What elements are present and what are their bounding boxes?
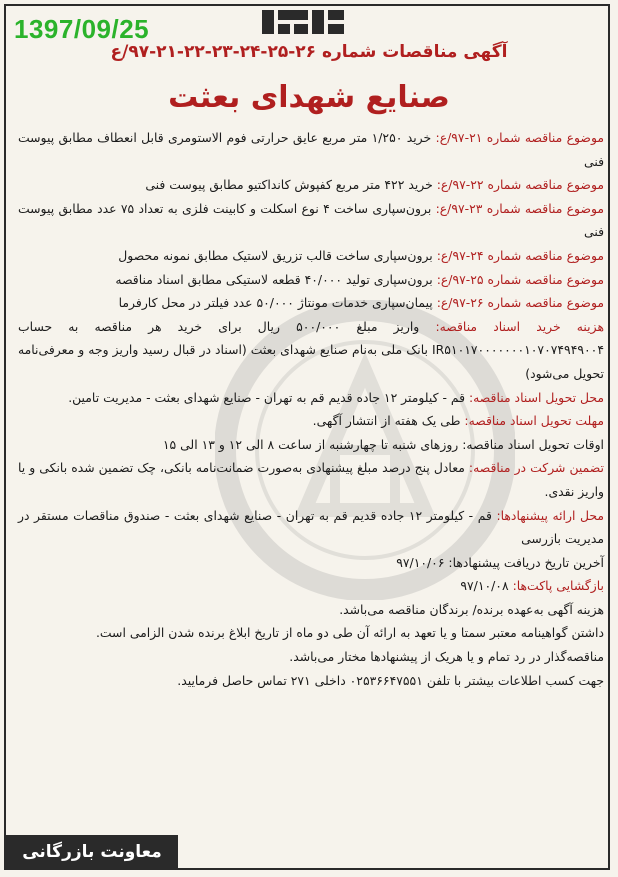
- item-label: بازگشایی پاکت‌ها:: [512, 578, 604, 594]
- item-text: طی یک هفته از انتشار آگهی.: [312, 413, 465, 429]
- item-text: قم - کیلومتر ۱۲ جاده قدیم قم به تهران - صنایع شهدای بعثت - مدیریت تامین.: [68, 389, 469, 405]
- item-text: خرید ۴۲۲ متر مربع کفپوش کانداکتیو مطابق پیوست فنی: [145, 177, 437, 193]
- item-text: مناقصه‌گذار در رد تمام و یا هریک از پیشنهادها مختار می‌باشد.: [289, 649, 604, 665]
- document-delivery-deadline: [18, 409, 604, 433]
- participation-guarantee: [18, 456, 604, 503]
- item-label: موضوع مناقصه شماره ۲۴-۹۷/ع:: [436, 247, 604, 263]
- item-label: محل ارائه پیشنهادها:: [496, 507, 604, 523]
- item-text: داشتن گواهینامه معتبر سمتا و یا تعهد به ارائه آن طی دو ماه از تاریخ ابلاغ برنده شدن الزامی است.: [95, 625, 604, 641]
- proposal-submission-place: [18, 504, 604, 551]
- tender-item-21: [18, 126, 604, 173]
- item-label: تضمین شرکت در مناقصه:: [468, 460, 604, 476]
- document-delivery-place: [18, 386, 604, 410]
- item-label: موضوع مناقصه شماره ۲۳-۹۷/ع:: [435, 200, 605, 216]
- footer-department: معاونت بازرگانی: [6, 835, 178, 869]
- item-text: اوقات تحویل اسناد مناقصه: روزهای شنبه تا چهارشنبه از ساعت ۸ الی ۱۲ و ۱۳ الی ۱۵: [162, 436, 604, 452]
- item-label: موضوع مناقصه شماره ۲۵-۹۷/ع:: [436, 271, 604, 287]
- tender-item-22: [18, 173, 604, 197]
- rejection-right: [18, 645, 604, 669]
- company-logo-icon: [258, 8, 348, 36]
- item-label: موضوع مناقصه شماره ۲۱-۹۷/ع:: [435, 130, 604, 145]
- item-text: برون‌سپاری ساخت ۴ نوع اسکلت و کابینت فلزی به تعداد ۷۵ عدد مطابق پیوست فنی: [18, 200, 604, 240]
- tender-item-24: [18, 244, 604, 268]
- item-text: ۹۷/۱۰/۰۸: [460, 578, 513, 594]
- item-label: موضوع مناقصه شماره ۲۲-۹۷/ع:: [436, 177, 604, 193]
- tender-item-25: [18, 268, 604, 292]
- delivery-hours: [18, 433, 604, 457]
- item-label: هزینه خرید اسناد مناقصه:: [435, 318, 604, 334]
- date-stamp: 1397/09/25: [14, 14, 150, 44]
- envelope-opening: [18, 574, 604, 598]
- tender-body: [18, 126, 604, 692]
- proposal-deadline: [18, 551, 604, 575]
- item-text: برون‌سپاری ساخت قالب تزریق لاستیک مطابق نمونه محصول: [118, 247, 437, 263]
- item-text: پیمان‌سپاری خدمات مونتاژ ۵۰/۰۰۰ عدد فیلتر در محل کارفرما: [118, 295, 437, 311]
- tender-item-26: [18, 291, 604, 315]
- item-text: جهت کسب اطلاعات بیشتر با تلفن ۰۲۵۳۶۶۴۷۵۵۱ داخلی ۲۷۱ تماس حاصل فرمایید.: [177, 672, 604, 688]
- item-label: محل تحویل اسناد مناقصه:: [468, 389, 604, 405]
- item-text: هزینه آگهی به‌عهده برنده/ برندگان مناقصه می‌باشد.: [339, 601, 604, 617]
- company-name: صنایع شهدای بعثت: [168, 80, 450, 115]
- item-text: واریز مبلغ ۵۰۰/۰۰۰ ریال برای خرید هر مناقصه به حساب IR۵۱۰۱۷۰۰۰۰۰۰۰۱۰۷۰۷۴۹۴۹۰۰۴ بانک ملی به‌نام صنایع شهدای بعثت (اسناد در قبال رسید واریز وجه و معرفی‌نامه تحویل می‌شود): [18, 318, 604, 381]
- document-fee: [18, 315, 604, 386]
- item-text: قم - کیلومتر ۱۲ جاده قدیم قم به تهران - صنایع شهدای بعثت - صندوق مناقصات مستقر در مدیریت بازرسی: [18, 507, 604, 547]
- certificate-requirement: [18, 621, 604, 645]
- tender-item-23: [18, 197, 604, 244]
- contact-info: [18, 669, 604, 693]
- item-text: برون‌سپاری تولید ۴۰/۰۰۰ قطعه لاستیکی مطابق اسناد مناقصه: [115, 271, 437, 287]
- item-text: خرید ۱/۲۵۰ متر مربع عایق حرارتی فوم الاستومری قابل انعطاف مطابق پیوست فنی: [18, 130, 604, 169]
- item-label: مهلت تحویل اسناد مناقصه:: [464, 413, 604, 429]
- tender-title: آگهی مناقصات شماره ۲۶-۲۵-۲۴-۲۳-۲۲-۲۱-۹۷/ع: [110, 42, 508, 62]
- item-text: آخرین تاریخ دریافت پیشنهادها: ۹۷/۱۰/۰۶: [396, 554, 604, 570]
- item-text: معادل پنج درصد مبلغ پیشنهادی به‌صورت ضمانت‌نامه بانکی، چک تضمین شده بانکی و یا واریز نقدی.: [18, 460, 604, 499]
- item-label: موضوع مناقصه شماره ۲۶-۹۷/ع:: [436, 295, 604, 311]
- ad-cost-note: [18, 598, 604, 622]
